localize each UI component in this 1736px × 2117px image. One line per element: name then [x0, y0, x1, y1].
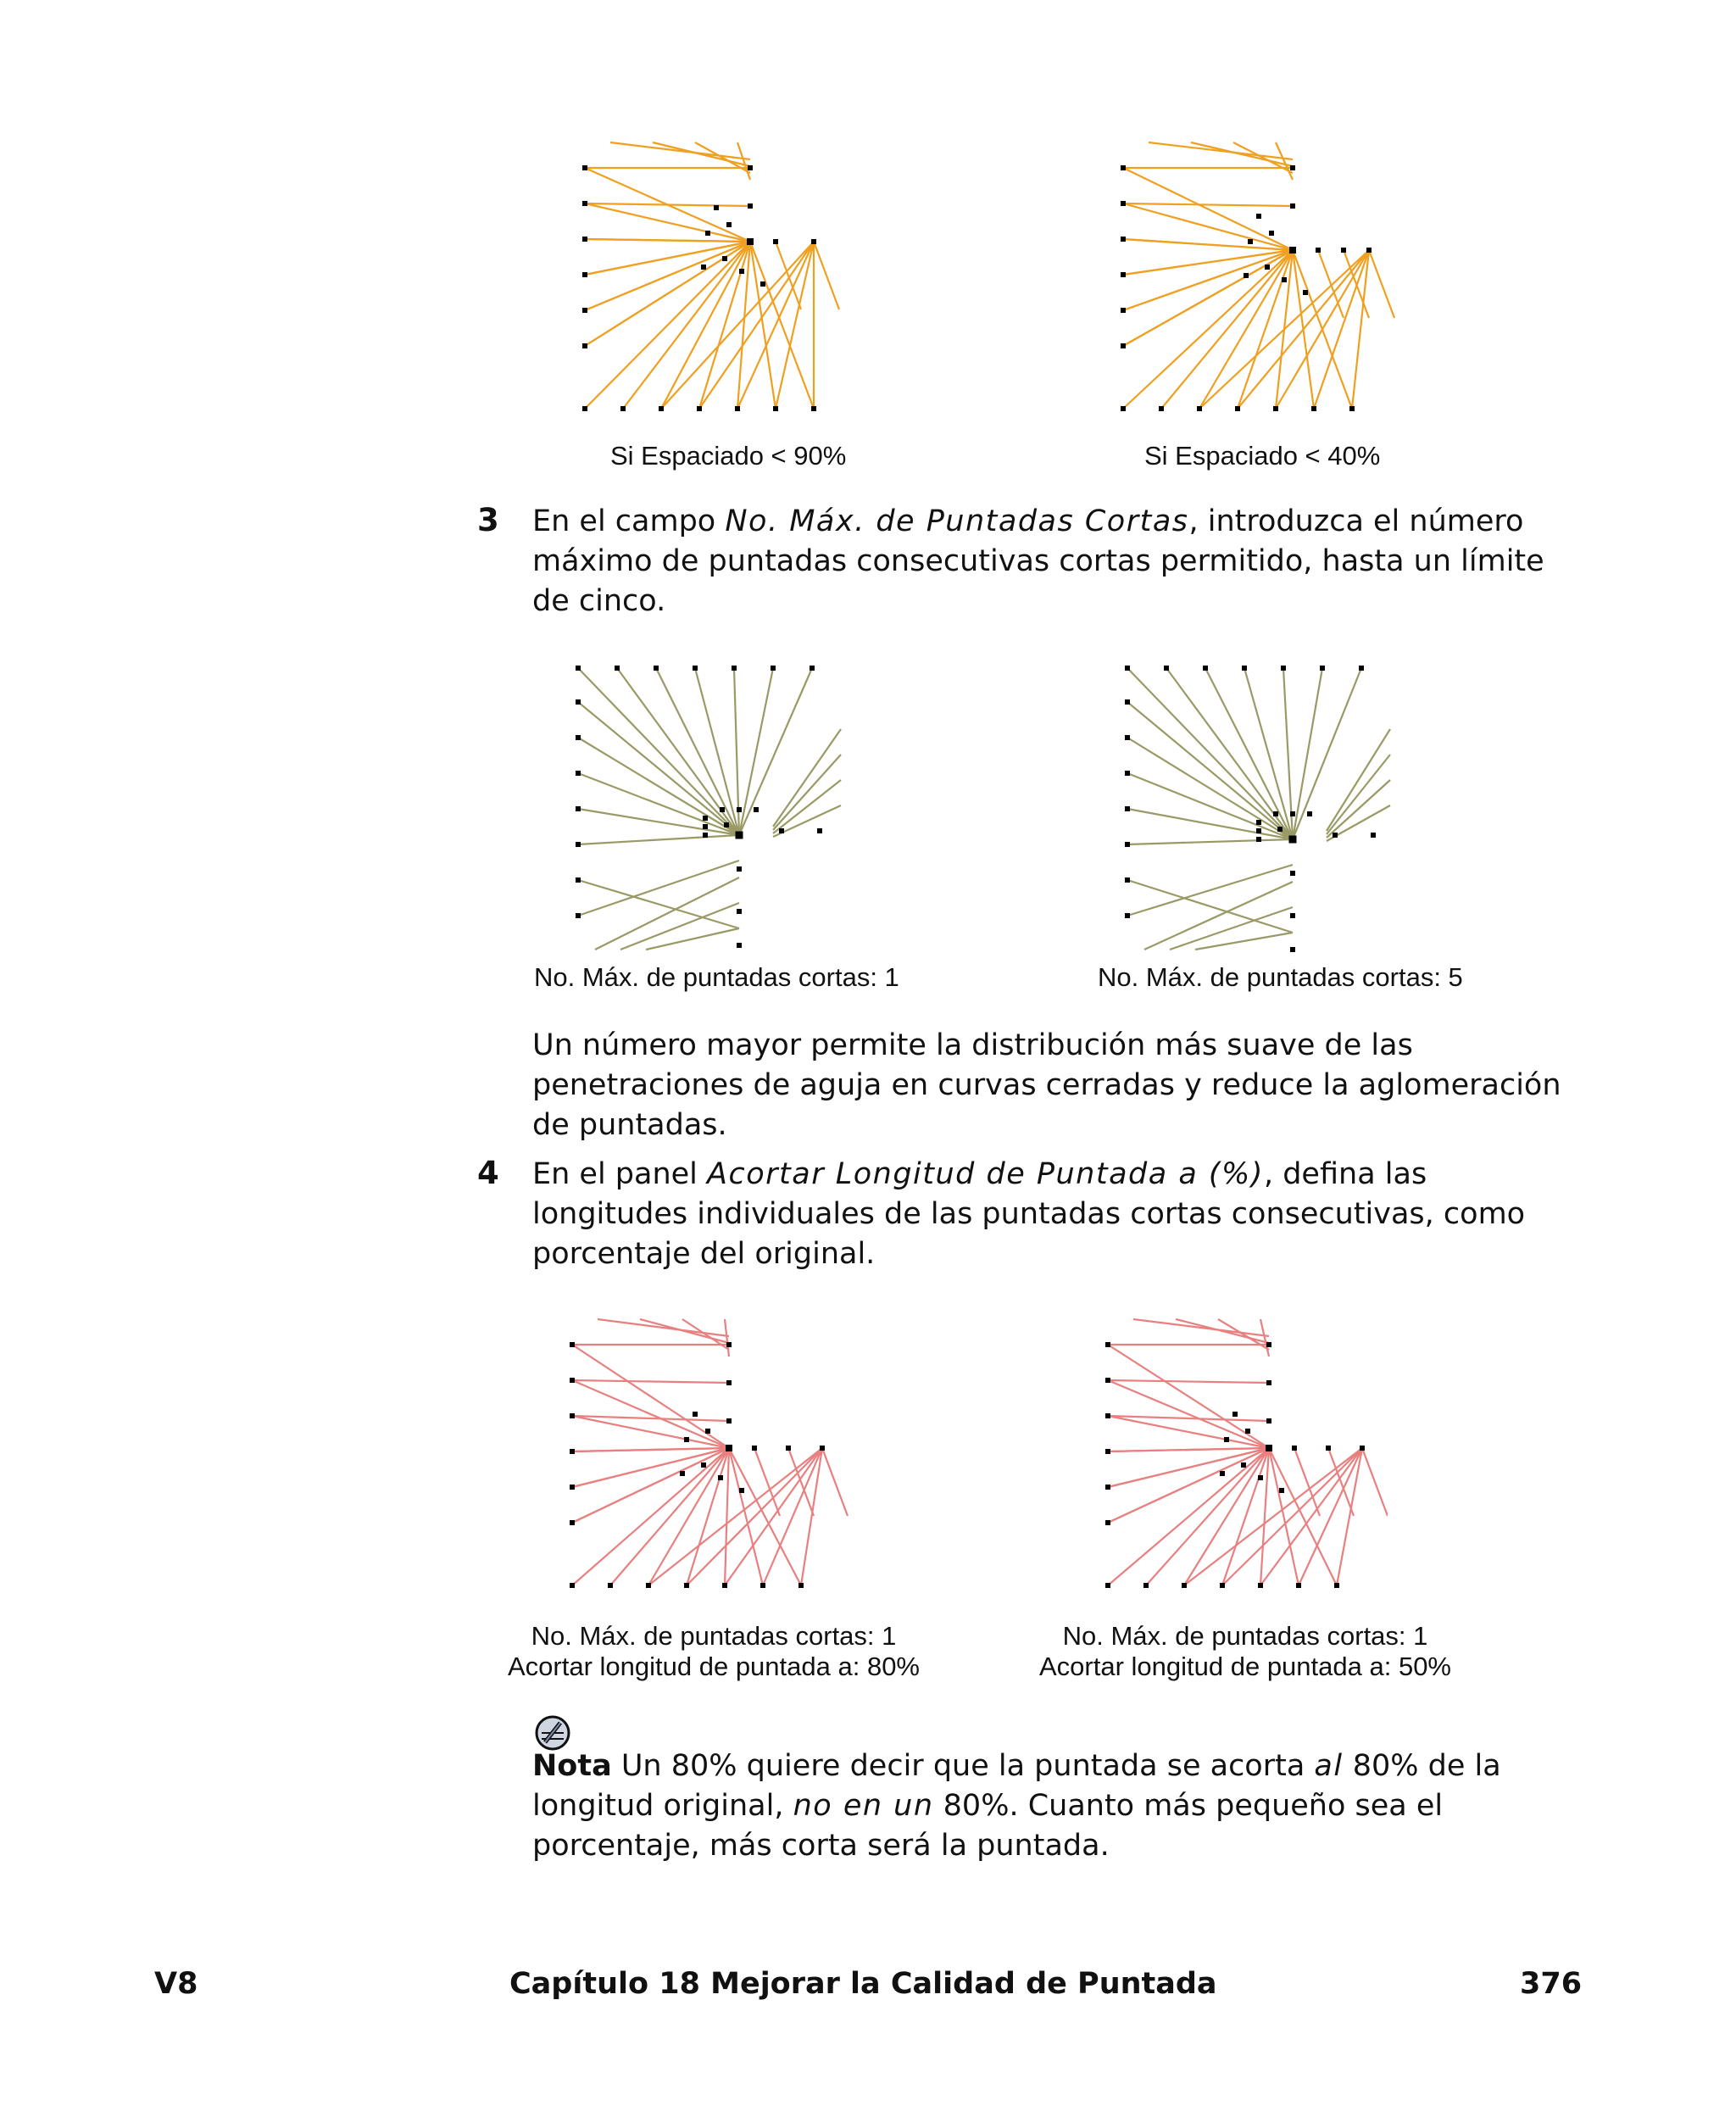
- step-3-text: [532, 502, 1583, 621]
- needle-point: [726, 1380, 732, 1385]
- spacing-90-diagram: [576, 136, 882, 424]
- needle-point: [659, 406, 664, 411]
- needle-point: [1333, 833, 1338, 838]
- stitch-line: [814, 242, 839, 309]
- needle-point: [582, 308, 587, 313]
- stitch-line: [773, 780, 841, 833]
- stitch-line: [578, 773, 739, 835]
- needle-point: [1360, 1446, 1365, 1451]
- needle-point: [705, 231, 710, 236]
- stitch-line: [725, 1319, 729, 1357]
- needle-point: [1105, 1520, 1110, 1525]
- stitch-line: [1293, 250, 1314, 409]
- caption-line: No. Máx. de puntadas cortas: 1: [1062, 1621, 1428, 1651]
- needle-point: [1244, 273, 1249, 278]
- step-3-text-part: , introduzca el número máximo de puntadas consecutivas cortas permitido, hasta un límite de cinco.: [532, 504, 1544, 618]
- shorten-80-diagram: [564, 1312, 852, 1605]
- needle-point: [582, 272, 587, 277]
- needle-point: [1159, 406, 1164, 411]
- needle-point: [703, 824, 708, 829]
- needle-point: [582, 237, 587, 242]
- needle-point: [1282, 277, 1287, 282]
- needle-point: [1125, 699, 1130, 705]
- stitch-line: [1327, 729, 1390, 831]
- note-emphasis: al: [1314, 1749, 1344, 1783]
- needle-point: [811, 406, 816, 411]
- needle-point: [1232, 1412, 1238, 1417]
- short-stitches-5-diagram: [1119, 661, 1407, 954]
- needle-point: [1220, 1471, 1225, 1476]
- needle-point: [811, 239, 816, 244]
- needle-point: [1121, 308, 1126, 313]
- needle-point: [1125, 735, 1130, 740]
- needle-point: [1125, 913, 1130, 918]
- needle-point: [1311, 406, 1316, 411]
- needle-point: [1266, 1418, 1271, 1423]
- step-number: 3: [477, 502, 499, 538]
- needle-point: [1121, 201, 1126, 206]
- stitch-line: [1108, 1380, 1269, 1383]
- needle-point: [1273, 811, 1278, 816]
- figure-caption: [507, 1621, 921, 1682]
- needle-point: [693, 1412, 698, 1417]
- needle-point: [576, 699, 581, 705]
- footer-chapter: Capítulo 18 Mejorar la Calidad de Puntada: [509, 1967, 1217, 2001]
- needle-point: [752, 1446, 757, 1451]
- stitch-line: [585, 242, 750, 310]
- stitch-line: [1276, 142, 1293, 180]
- stitch-line: [1146, 1448, 1269, 1585]
- needle-point: [576, 913, 581, 918]
- needle-point: [1121, 343, 1126, 348]
- needle-point: [576, 842, 581, 847]
- needle-point: [1245, 1429, 1250, 1434]
- needle-point: [1105, 1378, 1110, 1383]
- stitch-line: [725, 1448, 729, 1585]
- shorten-50-diagram: [1099, 1312, 1388, 1605]
- needle-point: [1258, 1583, 1263, 1588]
- stitch-line: [1123, 250, 1293, 409]
- needle-point: [1269, 231, 1274, 236]
- needle-point: [1316, 248, 1321, 253]
- needle-point: [1182, 1583, 1187, 1588]
- needle-point: [1307, 811, 1312, 816]
- note-text-part: 80%. Cuanto más pequeño sea el porcentaje, más corta será la puntada.: [532, 1789, 1444, 1863]
- stitch-line: [750, 242, 776, 409]
- needle-point: [654, 666, 659, 671]
- stitch-diagram: [1099, 1312, 1388, 1605]
- stitch-line: [1123, 250, 1293, 346]
- needle-point: [1279, 1488, 1284, 1493]
- stitch-line: [648, 1448, 729, 1585]
- needle-point: [570, 1449, 575, 1454]
- needle-point: [1320, 666, 1325, 671]
- needle-point: [576, 666, 581, 671]
- figure-caption: No. Máx. de puntadas cortas: 1: [534, 962, 899, 992]
- needle-point: [1256, 820, 1261, 825]
- needle-point: [737, 807, 742, 812]
- needle-point: [1290, 947, 1295, 952]
- needle-point: [608, 1583, 613, 1588]
- stitch-diagram: [1119, 661, 1407, 954]
- spacing-40-diagram: [1115, 136, 1420, 424]
- caption-line: Acortar longitud de puntada a: 50%: [1038, 1652, 1451, 1681]
- needle-point: [1289, 247, 1296, 253]
- needle-point: [1125, 877, 1130, 883]
- needle-point: [1197, 406, 1202, 411]
- needle-point: [1121, 237, 1126, 242]
- stitch-line: [578, 809, 739, 835]
- stitch-line: [610, 1448, 729, 1585]
- needle-point: [736, 832, 743, 839]
- note-text: [532, 1747, 1583, 1866]
- needle-point: [570, 1378, 575, 1383]
- needle-point: [1277, 827, 1283, 832]
- needle-point: [697, 406, 702, 411]
- needle-point: [1281, 666, 1286, 671]
- needle-point: [1242, 666, 1247, 671]
- needle-point: [1203, 666, 1208, 671]
- stitch-line: [763, 1448, 822, 1585]
- stitch-line: [646, 928, 739, 950]
- needle-point: [1220, 1583, 1225, 1588]
- note-emphasis: no en un: [793, 1789, 934, 1823]
- needle-point: [646, 1583, 651, 1588]
- needle-point: [1164, 666, 1169, 671]
- needle-point: [1303, 290, 1308, 295]
- stitch-diagram: [570, 661, 858, 954]
- needle-point: [1290, 811, 1295, 816]
- field-name: Acortar Longitud de Puntada a (%): [707, 1157, 1264, 1191]
- needle-point: [773, 406, 778, 411]
- stitch-line: [610, 142, 750, 159]
- stitch-line: [1108, 1448, 1269, 1451]
- needle-point: [1290, 203, 1295, 209]
- stitch-line: [1123, 203, 1293, 206]
- needle-point: [1265, 265, 1270, 270]
- stitch-line: [585, 203, 750, 206]
- needle-point: [576, 877, 581, 883]
- stitch-line: [1108, 1380, 1269, 1448]
- needle-point: [1349, 406, 1355, 411]
- needle-point: [701, 1462, 706, 1468]
- needle-point: [726, 222, 732, 227]
- stitch-line: [1299, 1448, 1362, 1585]
- stitch-line: [1260, 1319, 1269, 1357]
- needle-point: [1334, 1583, 1339, 1588]
- needle-point: [1121, 406, 1126, 411]
- needle-point: [576, 806, 581, 811]
- needle-point: [773, 239, 778, 244]
- needle-point: [754, 807, 759, 812]
- stitch-line: [1133, 1319, 1269, 1336]
- paragraph: Un número mayor permite la distribución más suave de las penetraciones de aguja en curvas cerradas y reduce la aglomeración de puntadas.: [532, 1028, 1561, 1142]
- stitch-line: [585, 203, 750, 242]
- needle-point: [1121, 165, 1126, 170]
- needle-point: [739, 269, 744, 274]
- stitch-line: [572, 1448, 729, 1585]
- needle-point: [1256, 837, 1261, 842]
- needle-point: [1248, 239, 1253, 244]
- needle-point: [1266, 1342, 1271, 1347]
- stitch-line: [801, 1448, 822, 1585]
- stitch-line: [1369, 250, 1394, 318]
- figure-caption: No. Máx. de puntadas cortas: 5: [1098, 962, 1463, 992]
- needle-point: [779, 828, 784, 833]
- note-text-part: 80% de la longitud original,: [532, 1749, 1501, 1823]
- needle-point: [726, 1418, 732, 1423]
- needle-point: [748, 165, 753, 170]
- needle-point: [1105, 1342, 1110, 1347]
- needle-point: [722, 1583, 727, 1588]
- stitch-line: [572, 1380, 729, 1448]
- needle-point: [684, 1583, 689, 1588]
- needle-point: [705, 1429, 710, 1434]
- needle-point: [582, 165, 587, 170]
- needle-point: [1105, 1449, 1110, 1454]
- needle-point: [720, 807, 725, 812]
- needle-point: [1341, 248, 1346, 253]
- needle-point: [1290, 913, 1295, 918]
- needle-point: [1359, 666, 1364, 671]
- needle-point: [570, 1485, 575, 1490]
- figure-caption: Si Espaciado < 40%: [1144, 441, 1381, 471]
- stitch-line: [585, 239, 750, 242]
- stitch-line: [1123, 168, 1293, 250]
- needle-point: [1366, 248, 1372, 253]
- stitch-line: [1123, 239, 1293, 250]
- needle-point: [570, 1583, 575, 1588]
- step-3-text-part: En el campo: [532, 504, 726, 538]
- needle-point: [737, 909, 742, 914]
- needle-point: [1105, 1413, 1110, 1418]
- needle-point: [1224, 1437, 1229, 1442]
- stitch-line: [739, 668, 812, 835]
- needle-point: [680, 1471, 685, 1476]
- figure-caption: [1038, 1621, 1452, 1682]
- note-text-part: Un 80% quiere decir que la puntada se acorta: [611, 1749, 1315, 1783]
- needle-point: [1125, 806, 1130, 811]
- stitch-line: [1260, 1448, 1362, 1585]
- needle-point: [737, 943, 742, 948]
- stitch-line: [1123, 250, 1293, 275]
- needle-point: [1289, 836, 1297, 844]
- stitch-line: [699, 242, 814, 409]
- needle-point: [1125, 666, 1130, 671]
- needle-point: [747, 238, 754, 245]
- stitch-line: [1127, 865, 1293, 916]
- stitch-line: [640, 1319, 729, 1343]
- stitch-line: [1293, 668, 1361, 839]
- footer-version: V8: [154, 1967, 198, 2001]
- needle-point: [760, 1583, 765, 1588]
- stitch-line: [578, 702, 739, 835]
- needle-point: [582, 406, 587, 411]
- needle-point: [724, 822, 729, 827]
- needle-point: [722, 256, 727, 261]
- step-4-text-part: , defina las longitudes individuales de las puntadas cortas consecutivas, como porcentaje del original.: [532, 1157, 1526, 1271]
- needle-point: [576, 735, 581, 740]
- needle-point: [1235, 406, 1240, 411]
- stitch-line: [1123, 203, 1293, 250]
- needle-point: [693, 666, 698, 671]
- needle-point: [582, 201, 587, 206]
- needle-point: [748, 203, 753, 209]
- step-4-text: [532, 1155, 1583, 1274]
- stitch-line: [1127, 839, 1293, 844]
- stitch-line: [737, 142, 750, 180]
- step-number: 4: [477, 1155, 499, 1191]
- stitch-line: [572, 1448, 729, 1451]
- stitch-line: [822, 1448, 848, 1516]
- footer-page-number: 376: [1520, 1967, 1583, 2001]
- stitch-line: [1127, 702, 1293, 839]
- needle-point: [771, 666, 776, 671]
- stitch-line: [623, 242, 750, 409]
- needle-point: [1296, 1583, 1301, 1588]
- stitch-line: [695, 668, 739, 835]
- needle-point: [1266, 1445, 1272, 1451]
- needle-point: [615, 666, 620, 671]
- needle-point: [735, 406, 740, 411]
- needle-point: [718, 1475, 723, 1480]
- stitch-diagram: [564, 1312, 852, 1605]
- needle-point: [1105, 1485, 1110, 1490]
- field-name: No. Máx. de Puntadas Cortas: [725, 504, 1189, 538]
- needle-point: [703, 816, 708, 821]
- needle-point: [576, 771, 581, 776]
- needle-point: [786, 1446, 791, 1451]
- needle-point: [760, 281, 765, 287]
- stitch-line: [578, 835, 739, 844]
- stitch-line: [773, 755, 841, 830]
- stitch-line: [1327, 780, 1390, 838]
- stitch-line: [1362, 1448, 1388, 1516]
- note-label: Nota: [532, 1749, 612, 1783]
- needle-point: [810, 666, 815, 671]
- needle-point: [703, 833, 708, 838]
- needle-point: [1290, 871, 1295, 876]
- stitch-line: [595, 877, 739, 950]
- stitch-line: [773, 729, 841, 827]
- needle-point: [1290, 165, 1295, 170]
- needle-point: [582, 343, 587, 348]
- needle-point: [1121, 272, 1126, 277]
- needle-point: [726, 1342, 732, 1347]
- needle-point: [570, 1520, 575, 1525]
- needle-point: [1125, 842, 1130, 847]
- stitch-diagram: [576, 136, 882, 424]
- needle-point: [1371, 833, 1376, 838]
- needle-point: [726, 1445, 732, 1451]
- needle-point: [1105, 1583, 1110, 1588]
- stitch-line: [572, 1448, 729, 1523]
- needle-point: [1326, 1446, 1331, 1451]
- needle-point: [1256, 214, 1261, 219]
- needle-point: [1273, 406, 1278, 411]
- needle-point: [1256, 828, 1261, 833]
- stitch-line: [1205, 668, 1293, 839]
- needle-point: [732, 666, 737, 671]
- needle-point: [684, 1437, 689, 1442]
- needle-point: [739, 1488, 744, 1493]
- step-4-text-part: En el panel: [532, 1157, 708, 1191]
- needle-point: [1125, 771, 1130, 776]
- stitch-line: [1149, 142, 1293, 159]
- stitch-line: [1108, 1448, 1269, 1523]
- needle-point: [798, 1583, 804, 1588]
- needle-point: [570, 1413, 575, 1418]
- needle-point: [1143, 1583, 1149, 1588]
- needle-point: [1292, 1446, 1297, 1451]
- needle-point: [820, 1446, 825, 1451]
- stitch-line: [572, 1380, 729, 1383]
- needle-point: [701, 265, 706, 270]
- short-stitches-1-diagram: [570, 661, 858, 954]
- needle-point: [1258, 1475, 1263, 1480]
- needle-point: [620, 406, 626, 411]
- stitch-diagram: [1115, 136, 1420, 424]
- needle-point: [817, 828, 822, 833]
- stitch-line: [1127, 880, 1293, 933]
- figure-caption: Si Espaciado < 90%: [610, 441, 847, 471]
- needle-point: [1266, 1380, 1271, 1385]
- needle-point: [714, 205, 719, 210]
- caption-line: Acortar longitud de puntada a: 80%: [507, 1652, 920, 1681]
- needle-point: [570, 1342, 575, 1347]
- stitch-line: [598, 1319, 729, 1336]
- needle-point: [1241, 1462, 1246, 1468]
- needle-point: [737, 866, 742, 872]
- caption-line: No. Máx. de puntadas cortas: 1: [531, 1621, 897, 1651]
